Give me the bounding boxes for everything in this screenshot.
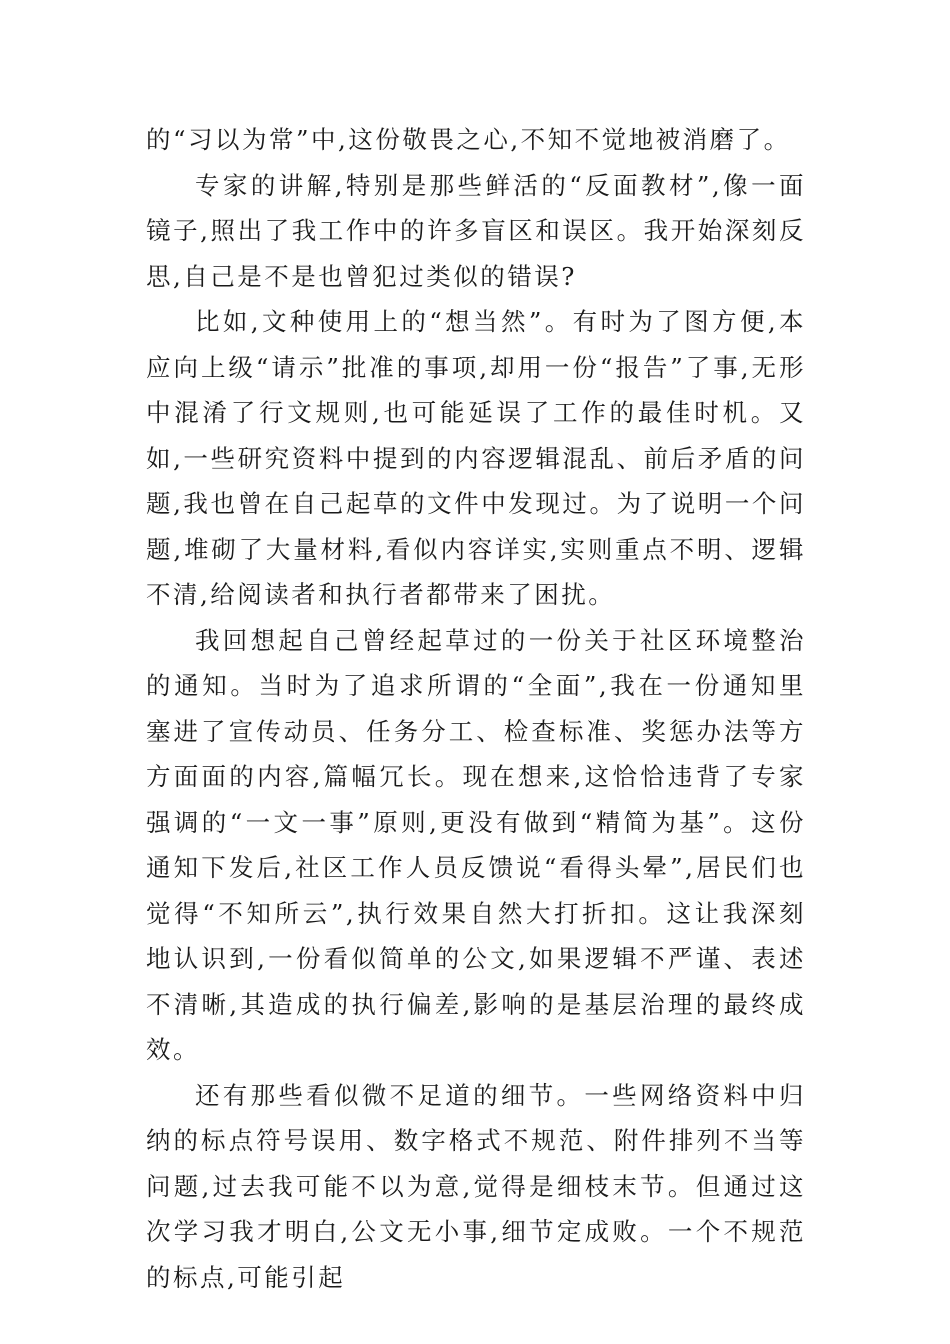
paragraph-examples: 比如,文种使用上的“想当然”。有时为了图方便,本应向上级“请示”批准的事项,却用一份“报告”了事,无形中混淆了行文规则,也可能延误了工作的最佳时机。又如,一些研究资料中提到的内容逻辑混乱、前后矛盾的问题,我也曾在自己起草的文件中发现过。为了说明一个问题,堆砌了大量材料,看似内容详实,实则重点不明、逻辑不清,给阅读者和执行者都带来了困扰。 [146,307,806,609]
paragraph-community-notice: 我回想起自己曾经起草过的一份关于社区环境整治的通知。当时为了追求所谓的“全面”,我在一份通知里塞进了宣传动员、任务分工、检查标准、奖惩办法等方方面面的内容,篇幅冗长。现在想来,这恰恰违背了专家强调的“一文一事”原则,更没有做到“精简为基”。这份通知下发后,社区工作人员反馈说“看得头晕”,居民们也觉得“不知所云”,执行效果自然大打折扣。这让我深刻地认识到,一份看似简单的公文,如果逻辑不严谨、表述不清晰,其造成的执行偏差,影响的是基层治理的最终成效。 [146,625,806,1064]
paragraph-expert-lecture: 专家的讲解,特别是那些鲜活的“反面教材”,像一面镜子,照出了我工作中的许多盲区和误区。我开始深刻反思,自己是不是也曾犯过类似的错误? [146,170,806,291]
document-body [146,117,806,1300]
paragraph-continued: 的“习以为常”中,这份敬畏之心,不知不觉地被消磨了。 [146,125,791,154]
paragraph-details: 还有那些看似微不足道的细节。一些网络资料中归纳的标点符号误用、数字格式不规范、附件排列不当等问题,过去我可能不以为意,觉得是细枝末节。但通过这次学习我才明白,公文无小事,细节定成败。一个不规范的标点,可能引起 [146,1080,806,1292]
